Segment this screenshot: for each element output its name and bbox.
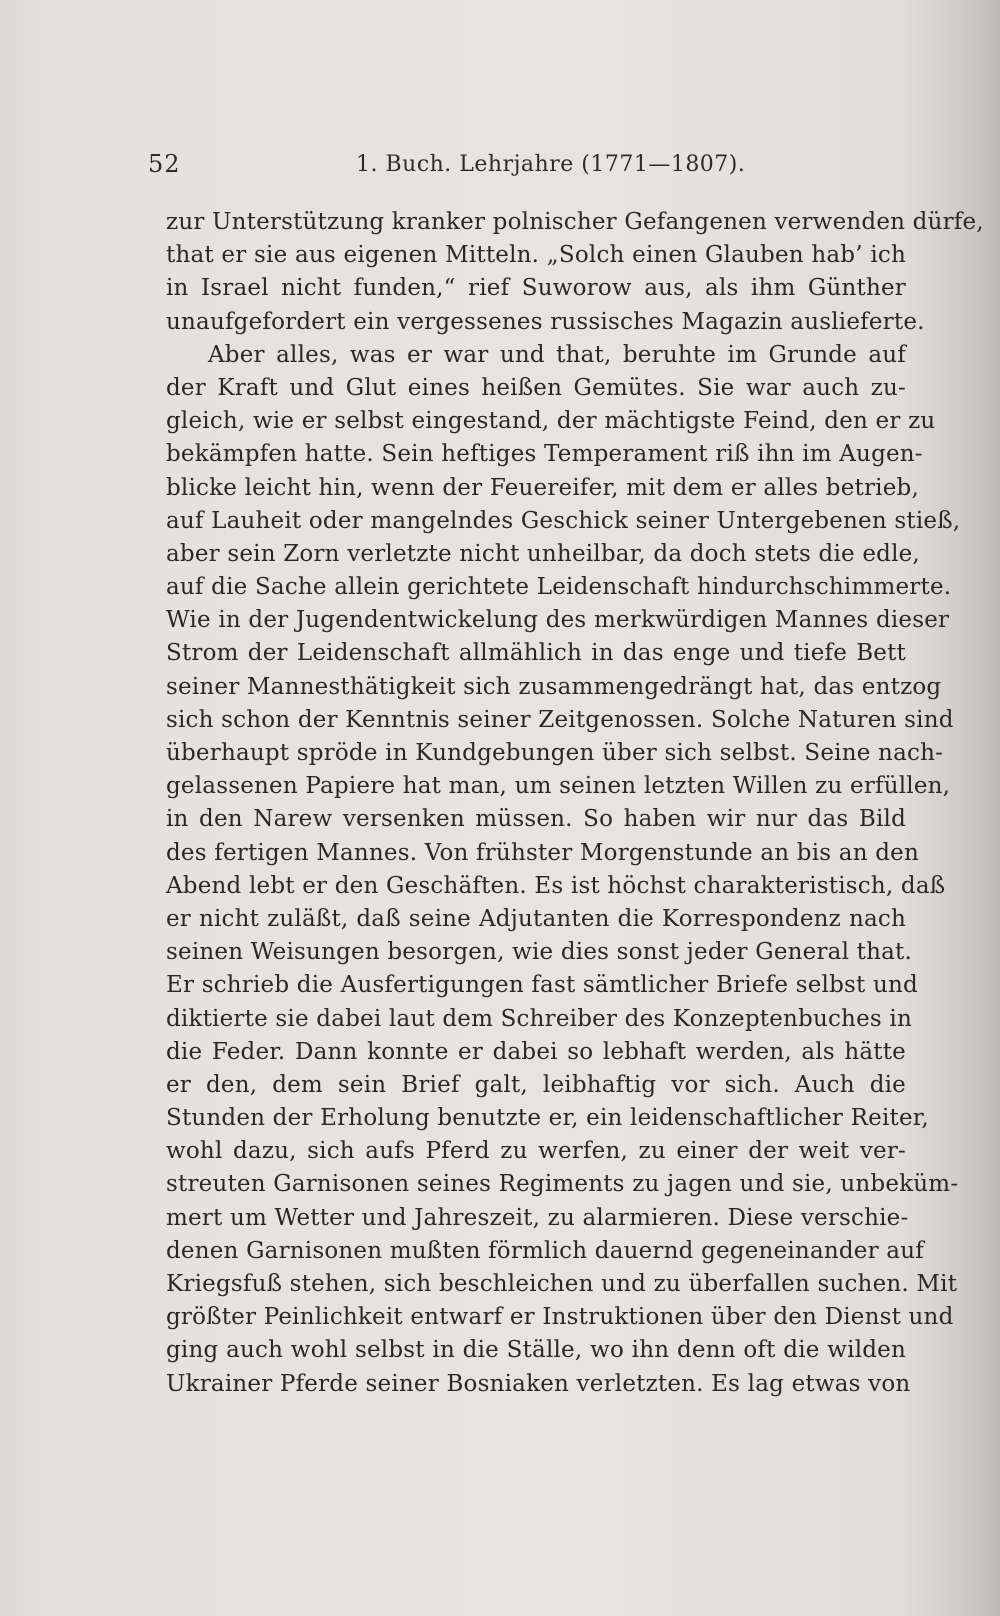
text-line: aber sein Zorn verletzte nicht unheilbar, da doch stets die edle, bbox=[166, 540, 920, 567]
text-line: des fertigen Mannes. Von frühster Morgenstunde an bis an den bbox=[166, 839, 919, 866]
text-line: der Kraft und Glut eines heißen Gemütes. Sie war auch zu- bbox=[166, 374, 906, 401]
text-line: Wie in der Jugendentwickelung des merkwürdigen Mannes dieser bbox=[166, 607, 950, 634]
body-text bbox=[166, 206, 984, 1401]
text-line: unaufgefordert ein vergessenes russisches Magazin auslieferte. bbox=[166, 308, 925, 335]
text-line: diktierte sie dabei laut dem Schreiber des Konzeptenbuches in bbox=[166, 1005, 912, 1032]
text-line: Strom der Leidenschaft allmählich in das enge und tiefe Bett bbox=[166, 640, 906, 667]
text-line: auf Lauheit oder mangelndes Geschick seiner Untergebenen stieß, bbox=[166, 507, 961, 534]
text-line: sich schon der Kenntnis seiner Zeitgenossen. Solche Naturen sind bbox=[166, 706, 954, 733]
text-line: er nicht zuläßt, daß seine Adjutanten die Korrespondenz nach bbox=[166, 905, 906, 932]
text-line: streuten Garnisonen seines Regiments zu jagen und sie, unbeküm- bbox=[166, 1171, 959, 1198]
text-line: die Feder. Dann konnte er dabei so lebhaft werden, als hätte bbox=[166, 1038, 906, 1065]
text-line: Aber alles, was er war und that, beruhte im Grunde auf bbox=[208, 341, 906, 368]
text-line: ging auch wohl selbst in die Ställe, wo ihn denn oft die wilden bbox=[166, 1337, 906, 1364]
text-line: blicke leicht hin, wenn der Feuereifer, mit dem er alles betrieb, bbox=[166, 474, 919, 501]
page-header bbox=[148, 150, 888, 190]
page-number: 52 bbox=[148, 150, 181, 178]
text-line: Abend lebt er den Geschäften. Es ist höchst charakteristisch, daß bbox=[166, 872, 946, 899]
text-line: in Israel nicht funden,“ rief Suworow aus, als ihm Günther bbox=[166, 275, 906, 302]
text-line: seinen Weisungen besorgen, wie dies sonst jeder General that. bbox=[166, 939, 912, 966]
text-line: Ukrainer Pferde seiner Bosniaken verletzten. Es lag etwas von bbox=[166, 1370, 911, 1397]
text-line: Er schrieb die Ausfertigungen fast sämtlicher Briefe selbst und bbox=[166, 972, 918, 999]
text-line: seiner Mannesthätigkeit sich zusammengedrängt hat, das entzog bbox=[166, 673, 942, 700]
text-line: er den, dem sein Brief galt, leibhaftig vor sich. Auch die bbox=[166, 1071, 906, 1098]
text-line: auf die Sache allein gerichtete Leidenschaft hindurchschimmerte. bbox=[166, 574, 952, 601]
text-line: größter Peinlichkeit entwarf er Instruktionen über den Dienst und bbox=[166, 1304, 954, 1331]
text-line: in den Narew versenken müssen. So haben wir nur das Bild bbox=[166, 806, 906, 833]
text-line: bekämpfen hatte. Sein heftiges Temperament riß ihn im Augen- bbox=[166, 441, 923, 468]
text-line: Kriegsfuß stehen, sich beschleichen und zu überfallen suchen. Mit bbox=[166, 1271, 958, 1297]
text-line: mert um Wetter und Jahreszeit, zu alarmieren. Diese verschie- bbox=[166, 1204, 909, 1231]
text-line: zur Unterstützung kranker polnischer Gefangenen verwenden dürfe, bbox=[166, 209, 984, 235]
running-head: 1. Buch. Lehrjahre (1771—1807). bbox=[356, 152, 746, 177]
text-line: denen Garnisonen mußten förmlich dauernd gegeneinander auf bbox=[166, 1237, 924, 1264]
text-line: wohl dazu, sich aufs Pferd zu werfen, zu einer der weit ver- bbox=[166, 1138, 906, 1165]
text-line: Stunden der Erholung benutzte er, ein leidenschaftlicher Reiter, bbox=[166, 1105, 929, 1132]
text-line: gleich, wie er selbst eingestand, der mächtigste Feind, den er zu bbox=[166, 408, 936, 435]
text-line: gelassenen Papiere hat man, um seinen letzten Willen zu erfüllen, bbox=[166, 773, 951, 800]
text-line: überhaupt spröde in Kundgebungen über sich selbst. Seine nach- bbox=[166, 740, 944, 766]
text-line: that er sie aus eigenen Mitteln. „Solch einen Glauben hab’ ich bbox=[166, 242, 906, 269]
